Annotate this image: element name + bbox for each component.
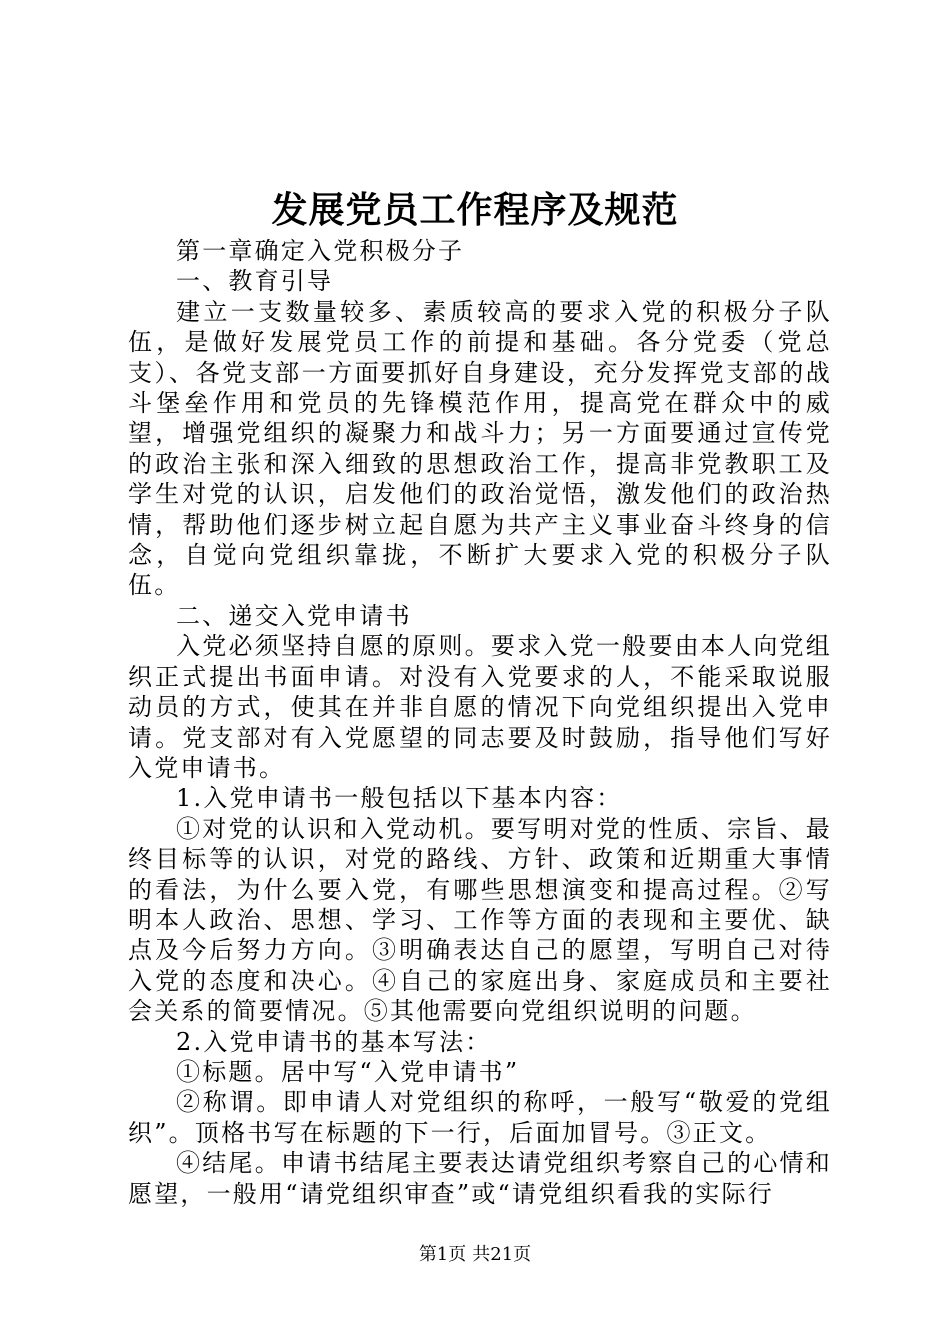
page-number: 第1页	[418, 1244, 467, 1265]
document-title: 发展党员工作程序及规范	[271, 189, 679, 231]
paragraph-3: ①对党的认识和入党动机。要写明对党的性质、宗旨、最终目标等的认识，对党的路线、方针、政策和近期重大事情的看法，为什么要入党，有哪些思想演变和提高过程。②写明本人政治、思想、学习、工作等方面的表现和主要优、缺点及今后努力方向。③明确表达自己的愿望，写明自己对待入党的态度和决心。④自己的家庭出身、家庭成员和主要社会关系的简要情况。⑤其他需要向党组织说明的问题。	[128, 814, 832, 1026]
paragraph-5: ②称谓。即申请人对党组织的称呼，一般写“敬爱的党组织”。顶格书写在标题的下一行，后面加冒号。③正文。	[128, 1088, 832, 1147]
paragraph-4: ①标题。居中写“入党申请书”	[176, 1057, 520, 1086]
section-heading-2: 二、递交入党申请书	[176, 601, 412, 630]
list-heading-2: 2.入党申请书的基本写法：	[176, 1027, 492, 1056]
paragraph-6: ④结尾。申请书结尾主要表达请党组织考察自己的心情和愿望，一般用“请党组织审查”或“请党组织看我的实际行	[128, 1149, 832, 1208]
list-heading-1: 1.入党申请书一般包括以下基本内容：	[176, 784, 623, 813]
paragraph-1: 建立一支数量较多、素质较高的要求入党的积极分子队伍，是做好发展党员工作的前提和基础。各分党委（党总支）、各党支部一方面要抓好自身建设，充分发挥党支部的战斗堡垒作用和党员的先锋模范作用，提高党在群众中的威望，增强党组织的凝聚力和战斗力；另一方面要通过宣传党的政治主张和深入细致的思想政治工作，提高非党教职工及学生对党的认识，启发他们的政治觉悟，激发他们的政治热情，帮助他们逐步树立起自愿为共产主义事业奋斗终身的信念，自觉向党组织靠拢，不断扩大要求入党的积极分子队伍。	[128, 297, 832, 600]
section-heading-1: 一、教育引导	[176, 267, 334, 296]
document-body	[128, 236, 832, 1209]
page-footer	[0, 1243, 950, 1267]
chapter-heading: 第一章确定入党积极分子	[176, 237, 465, 265]
page-total: 共21页	[472, 1244, 532, 1265]
paragraph-2: 入党必须坚持自愿的原则。要求入党一般要由本人向党组织正式提出书面申请。对没有入党要求的人，不能采取说服动员的方式，使其在并非自愿的情况下向党组织提出入党申请。党支部对有入党愿望的同志要及时鼓励，指导他们写好入党申请书。	[128, 632, 832, 782]
